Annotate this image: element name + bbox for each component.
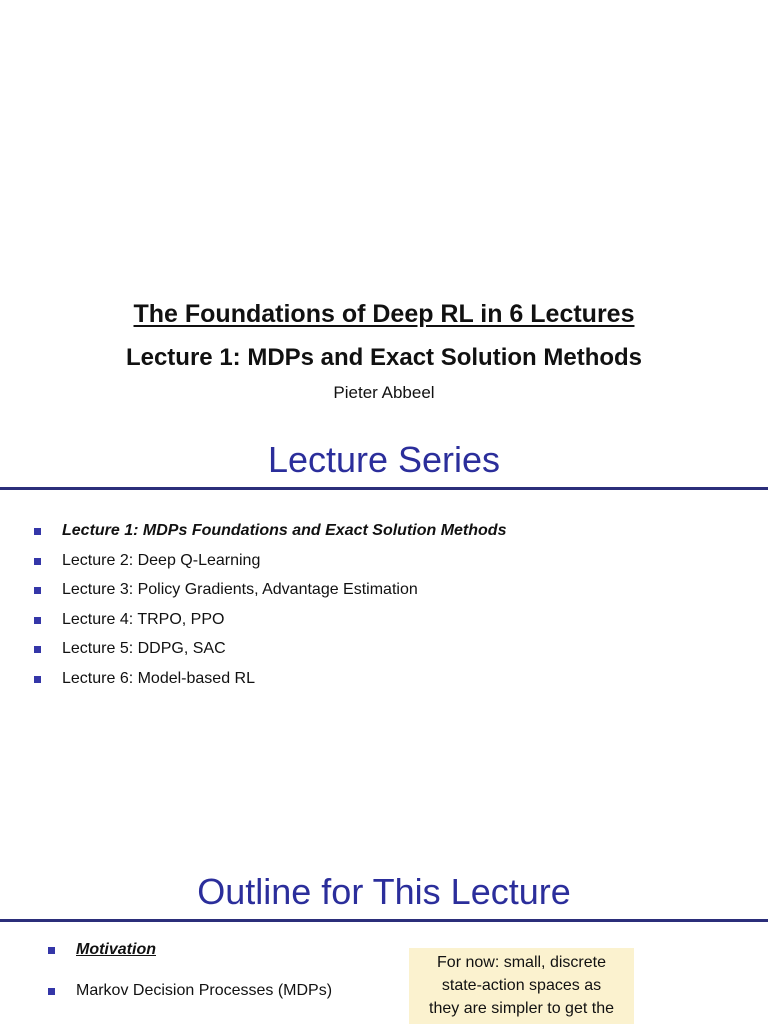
list-item-label: Lecture 4: TRPO, PPO bbox=[62, 610, 225, 628]
outline-list bbox=[44, 935, 332, 1006]
outline-divider bbox=[0, 919, 768, 922]
list-item bbox=[30, 516, 506, 546]
list-item-label: Lecture 3: Policy Gradients, Advantage Estimation bbox=[62, 581, 418, 598]
list-item bbox=[44, 935, 332, 965]
note-line: state-action spaces as bbox=[441, 977, 602, 994]
list-item bbox=[44, 976, 332, 1006]
list-item bbox=[30, 546, 506, 576]
square-bullet-icon bbox=[34, 587, 41, 594]
list-item-label: Lecture 6: Model-based RL bbox=[62, 669, 255, 687]
square-bullet-icon bbox=[34, 558, 41, 565]
note-callout bbox=[409, 948, 634, 1024]
list-item-label: Lecture 5: DDPG, SAC bbox=[62, 640, 226, 657]
square-bullet-icon bbox=[34, 676, 41, 683]
list-item-label: Lecture 1: MDPs Foundations and Exact Solution Methods bbox=[62, 522, 507, 539]
list-item bbox=[30, 605, 506, 635]
lecture-subtitle: Lecture 1: MDPs and Exact Solution Methods bbox=[125, 344, 643, 371]
list-item-label: Markov Decision Processes (MDPs) bbox=[76, 982, 333, 999]
lecture-series-heading: Lecture Series bbox=[267, 439, 501, 480]
note-line: they are simpler to get the bbox=[429, 1000, 614, 1017]
list-item bbox=[30, 664, 506, 694]
author-name: Pieter Abbeel bbox=[333, 383, 435, 402]
list-item-label: Motivation bbox=[76, 941, 156, 958]
lecture-series-list bbox=[30, 516, 506, 693]
outline-heading: Outline for This Lecture bbox=[197, 871, 571, 912]
list-item bbox=[30, 575, 506, 605]
lecture-series-divider bbox=[0, 487, 768, 490]
list-item bbox=[30, 634, 506, 664]
note-line: For now: small, discrete bbox=[437, 954, 606, 971]
title-slide bbox=[0, 290, 768, 408]
square-bullet-icon bbox=[34, 617, 41, 624]
list-item-label: Lecture 2: Deep Q-Learning bbox=[62, 551, 261, 569]
deck-title: The Foundations of Deep RL in 6 Lectures bbox=[133, 300, 635, 328]
square-bullet-icon bbox=[48, 988, 55, 995]
square-bullet-icon bbox=[48, 947, 55, 954]
square-bullet-icon bbox=[34, 528, 41, 535]
square-bullet-icon bbox=[34, 646, 41, 653]
